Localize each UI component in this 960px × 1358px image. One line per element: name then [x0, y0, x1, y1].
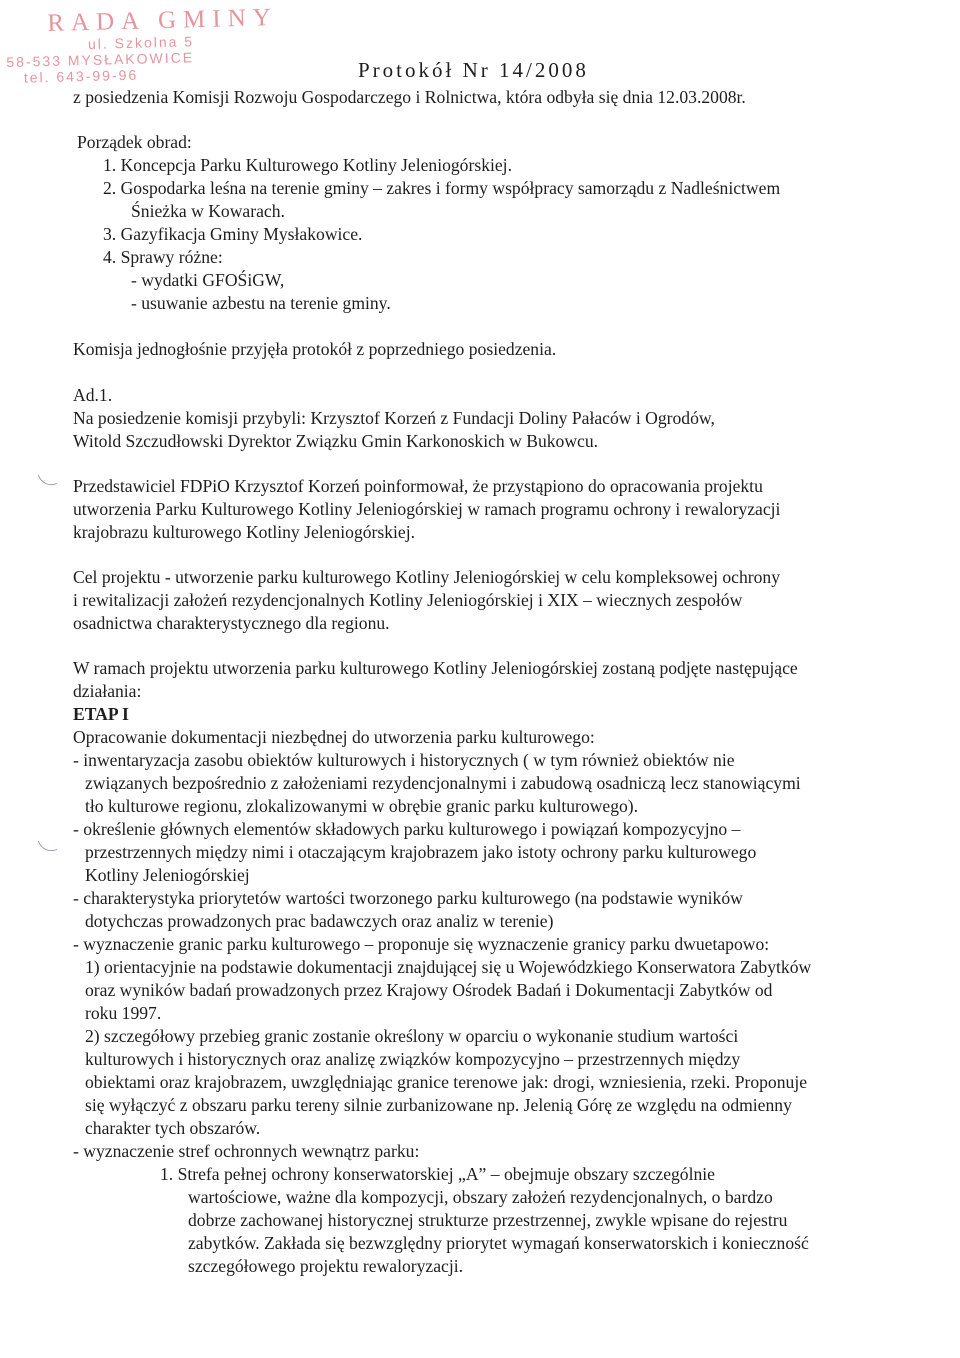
- stage-subitem-continuation: charakter tych obszarów.: [85, 1118, 261, 1138]
- stage-bullet: - określenie głównych elementów składowych parku kulturowego i powiązań kompozycyjno –: [73, 819, 741, 839]
- paragraph-line: utworzenia Parku Kulturowego Kotliny Jeleniogórskiej w ramach programu ochrony i rewaloryzacji: [73, 499, 781, 519]
- stage-bullet: - charakterystyka priorytetów wartości tworzonego parku kulturowego (na podstawie wyników: [73, 888, 743, 908]
- stage-heading: ETAP I: [73, 704, 129, 724]
- agenda-heading: Porządek obrad:: [77, 132, 192, 152]
- stage-bullet: - wyznaczenie granic parku kulturowego – proponuje się wyznaczenie granicy parku dwuetapowo:: [73, 934, 770, 954]
- stage-bullet-continuation: Kotliny Jeleniogórskiej: [85, 865, 250, 885]
- stamp-line-1: RADA GMINY: [47, 3, 279, 38]
- subtitle: z posiedzenia Komisji Rozwoju Gospodarczego i Rolnictwa, która odbyła się dnia 12.03.2008r.: [73, 87, 746, 107]
- paragraph-line: krajobrazu kulturowego Kotliny Jeleniogórskiej.: [73, 522, 416, 542]
- zone-item-continuation: dobrze zachowanej historycznej strukturze przestrzennej, zwykle wpisane do rejestru: [188, 1210, 788, 1230]
- stage-bullet-continuation: dotychczas prowadzonych prac badawczych oraz analiz w terenie): [85, 911, 554, 931]
- agenda-subitem: - wydatki GFOŚiGW,: [131, 270, 285, 290]
- stage-bullet: - wyznaczenie stref ochronnych wewnątrz parku:: [73, 1141, 420, 1161]
- stage-subitem: 2) szczegółowy przebieg granic zostanie określony w oparciu o wykonanie studium wartości: [85, 1026, 739, 1046]
- stage-subitem-continuation: się wyłączyć z obszaru parku tereny silnie zurbanizowane np. Jelenią Górę ze względu na odmienny: [85, 1095, 792, 1115]
- attendees-line: Witold Szczudłowski Dyrektor Związku Gmin Karkonoskich w Bukowcu.: [73, 431, 599, 451]
- stamp-line-4: tel. 643-99-96: [23, 66, 139, 86]
- stage-subitem: 1) orientacyjnie na podstawie dokumentacji znajdującej się u Wojewódzkiego Konserwatora Zabytków: [85, 957, 812, 977]
- paragraph-line: i rewitalizacji założeń rezydencjonalnych Kotliny Jeleniogórskiej i XIX – wiecznych zespołów: [73, 590, 743, 610]
- zone-item-continuation: szczegółowego projektu rewaloryzacji.: [188, 1256, 464, 1276]
- paragraph-line: W ramach projektu utworzenia parku kulturowego Kotliny Jeleniogórskiej zostaną podjęte następujące: [73, 658, 798, 678]
- stamp-line-2: ul. Szkolna 5: [87, 33, 195, 52]
- agenda-item: 3. Gazyfikacja Gminy Mysłakowice.: [103, 224, 363, 244]
- stage-subitem-continuation: oraz wyników badań prowadzonych przez Krajowy Ośrodek Badań i Dokumentacji Zabytków od: [85, 980, 773, 1000]
- agenda-item: 2. Gospodarka leśna na terenie gminy – zakres i formy współpracy samorządu z Nadleśnictwem: [103, 178, 781, 198]
- stage-line: Opracowanie dokumentacji niezbędnej do utworzenia parku kulturowego:: [73, 727, 595, 747]
- stamp-line-3: 58-533 MYSŁAKOWICE: [6, 49, 195, 71]
- zone-item: 1. Strefa pełnej ochrony konserwatorskiej „A” – obejmuje obszary szczególnie: [160, 1164, 715, 1184]
- stage-subitem-continuation: obiektami oraz krajobrazem, uwzględniając granice terenowe jak: drogi, wzniesienia, rzeki. Proponuje: [85, 1072, 808, 1092]
- stage-bullet-continuation: tło kulturowe regionu, zlokalizowanymi w obrębie granic parku kulturowego).: [85, 796, 639, 816]
- stage-subitem-continuation: kulturowych i historycznych oraz analizę związków kompozycyjno – przestrzennych między: [85, 1049, 741, 1069]
- agenda-subitem: - usuwanie azbestu na terenie gminy.: [131, 293, 391, 313]
- zone-item-continuation: zabytków. Zakłada się bezwzględny priorytet wymagań konserwatorskich i konieczność: [188, 1233, 809, 1253]
- paragraph-line: działania:: [73, 681, 142, 701]
- agenda-item-continuation: Śnieżka w Kowarach.: [131, 201, 285, 221]
- approval-note: Komisja jednogłośnie przyjęła protokół z poprzedniego posiedzenia.: [73, 339, 557, 359]
- paragraph-line: osadnictwa charakterystycznego dla regionu.: [73, 613, 390, 633]
- stage-bullet-continuation: przestrzennych między nimi i otaczającym krajobrazem jako istoty ochrony parku kulturowego: [85, 842, 757, 862]
- margin-mark: [38, 470, 57, 489]
- paragraph-line: Przedstawiciel FDPiO Krzysztof Korzeń poinformował, że przystąpiono do opracowania projektu: [73, 476, 763, 496]
- zone-item-continuation: wartościowe, ważne dla kompozycji, obszary założeń rezydencjonalnych, o bardzo: [188, 1187, 773, 1207]
- stage-bullet-continuation: związanych bezpośrednio z założeniami rezydencjonalnymi i zabudową osadniczą lecz stanowiącymi: [85, 773, 801, 793]
- agenda-item: 4. Sprawy różne:: [103, 247, 223, 267]
- stage-bullet: - inwentaryzacja zasobu obiektów kulturowych i historycznych ( w tym również obiektów nie: [73, 750, 735, 770]
- attendees-line: Na posiedzenie komisji przybyli: Krzysztof Korzeń z Fundacji Doliny Pałaców i Ogrodów,: [73, 408, 715, 428]
- office-stamp: [6, 3, 279, 86]
- stage-subitem-continuation: roku 1997.: [85, 1003, 162, 1023]
- document-title: Protokół Nr 14/2008: [358, 58, 589, 82]
- margin-mark: [38, 836, 57, 855]
- paragraph-line: Cel projektu - utworzenie parku kulturowego Kotliny Jeleniogórskiej w celu kompleksowej ochrony: [73, 567, 781, 587]
- agenda-item: 1. Koncepcja Parku Kulturowego Kotliny Jeleniogórskiej.: [103, 155, 512, 175]
- section-heading-ad1: Ad.1.: [73, 385, 113, 405]
